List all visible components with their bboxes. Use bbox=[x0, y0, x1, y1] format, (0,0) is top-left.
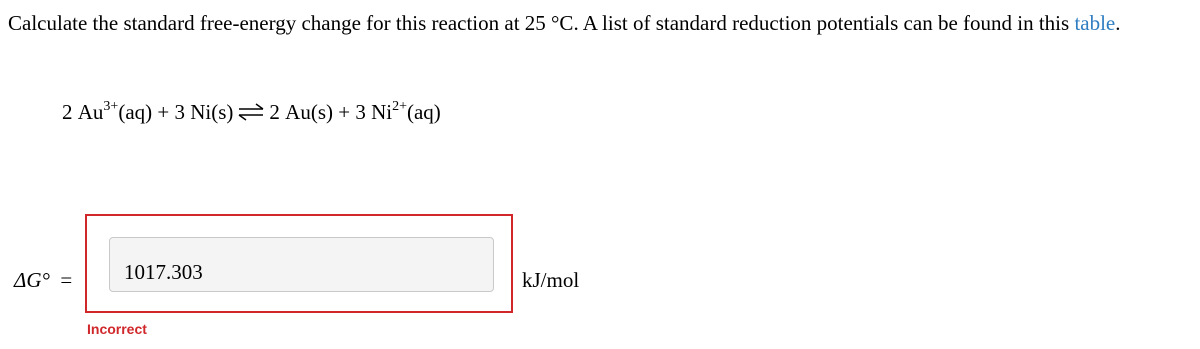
eq-right-coef-1: 2 bbox=[269, 100, 280, 124]
delta-g-symbol: ΔG° bbox=[14, 268, 50, 292]
answer-input[interactable] bbox=[109, 237, 494, 292]
eq-right-species-1: Au(s) bbox=[285, 100, 333, 124]
eq-plus-2: + bbox=[338, 100, 351, 124]
eq-left-charge-1: 3+ bbox=[103, 99, 119, 114]
feedback-incorrect: Incorrect bbox=[87, 321, 147, 337]
eq-right-charge-2: 2+ bbox=[392, 99, 407, 114]
eq-right-species-2: Ni bbox=[371, 100, 393, 124]
equals-sign: = bbox=[60, 268, 73, 292]
reaction-equation bbox=[62, 98, 441, 126]
eq-left-coef-1: 2 bbox=[62, 100, 73, 124]
question-body: Calculate the standard free-energy change for this reaction at 25 °C. A list of standard reduction potentials can be found in this bbox=[8, 11, 1075, 35]
equilibrium-arrow-icon bbox=[237, 102, 265, 122]
delta-g-label bbox=[14, 266, 72, 294]
eq-left-state-1: (aq) bbox=[118, 100, 153, 124]
question-end-punct: . bbox=[1115, 11, 1121, 35]
table-link[interactable]: table bbox=[1074, 11, 1116, 35]
eq-left-species-2: Ni(s) bbox=[190, 100, 234, 124]
eq-left-coef-2: 3 bbox=[174, 100, 185, 124]
eq-right-state-2: (aq) bbox=[406, 100, 441, 124]
eq-left-species-1: Au bbox=[77, 100, 104, 124]
eq-right-coef-2: 3 bbox=[355, 100, 366, 124]
unit-label: kJ/mol bbox=[522, 268, 580, 292]
eq-plus-1: + bbox=[157, 100, 170, 124]
answer-box bbox=[85, 214, 513, 313]
question-text bbox=[8, 4, 1198, 42]
